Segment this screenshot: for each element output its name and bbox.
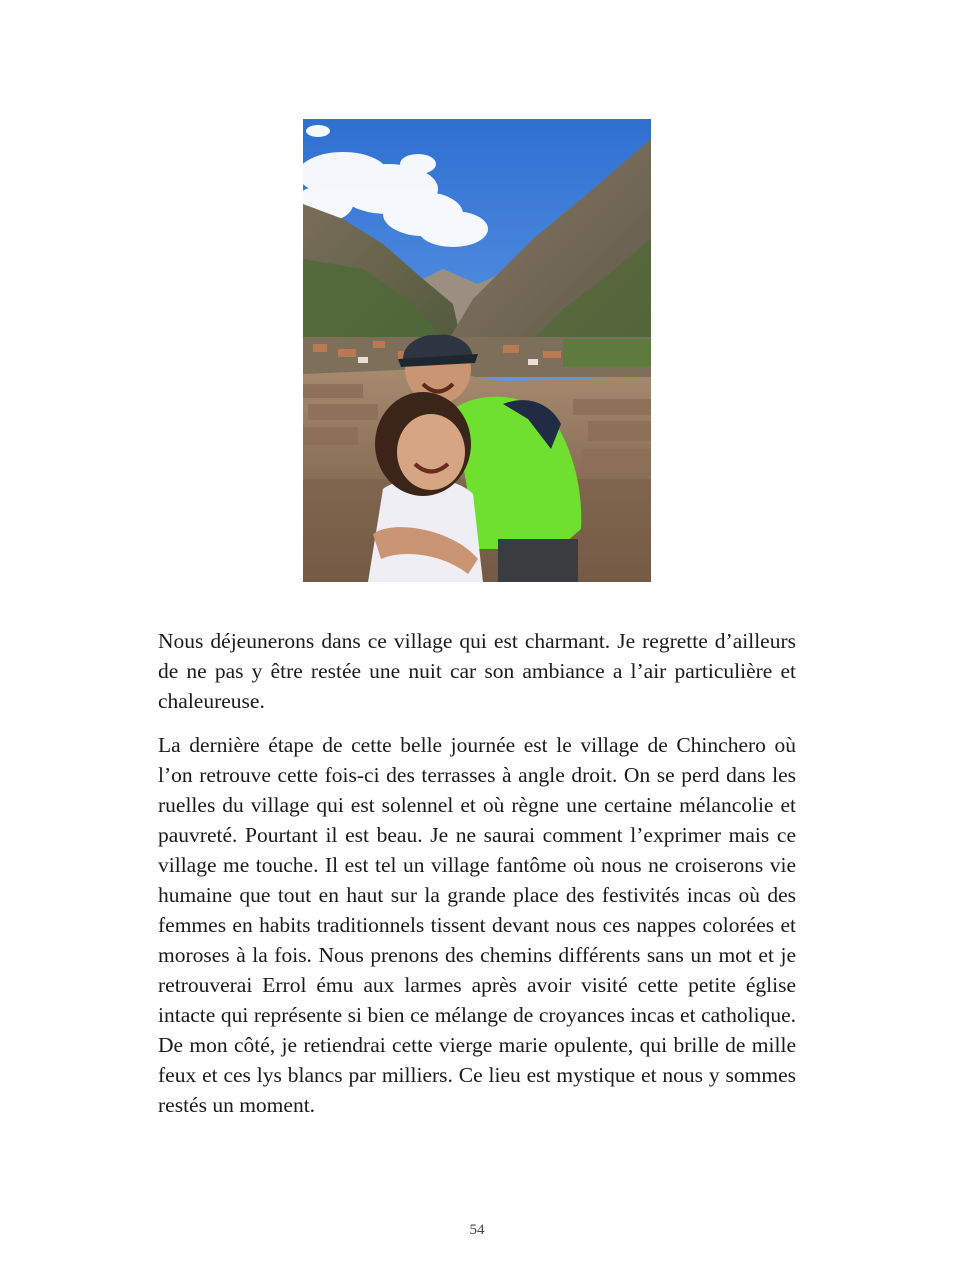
photo-illustration	[303, 119, 651, 582]
paragraph-chinchero: La dernière étape de cette belle journée est le village de Chinchero où l’on retrouve cette fois-ci des terrasses à angle droit. On se perd dans les ruelles du village qui est solennel et où règne une certaine mélancolie et pauvreté. Pourtant il est beau. Je ne saurai comment l’exprimer mais ce village me touche. Il est tel un village fantôme où nous ne croiserons vie humaine que tout en haut sur la grande place des festivités incas où des femmes en habits traditionnels tissent devant nous ces nappes colorées et moroses à la fois. Nous prenons des chemins différents sans un mot et je retrouverai Errol ému aux larmes après avoir visité cette petite église intacte qui représente si bien ce mélange de croyances incas et catholique. De mon côté, je retiendrai cette vierge marie opulente, qui brille de mille feux et ces lys blancs par milliers. Ce lieu est mystique et nous y sommes restés un moment.	[158, 733, 796, 1117]
paragraph-lunch-village: Nous déjeunerons dans ce village qui est charmant. Je regrette d’ailleurs de ne pas y être restée une nuit car son ambiance a l’air particulière et chaleureuse.	[158, 629, 796, 713]
page-number: 54	[469, 1222, 485, 1238]
body-text	[158, 626, 796, 1134]
photo-children-valley	[303, 119, 651, 582]
